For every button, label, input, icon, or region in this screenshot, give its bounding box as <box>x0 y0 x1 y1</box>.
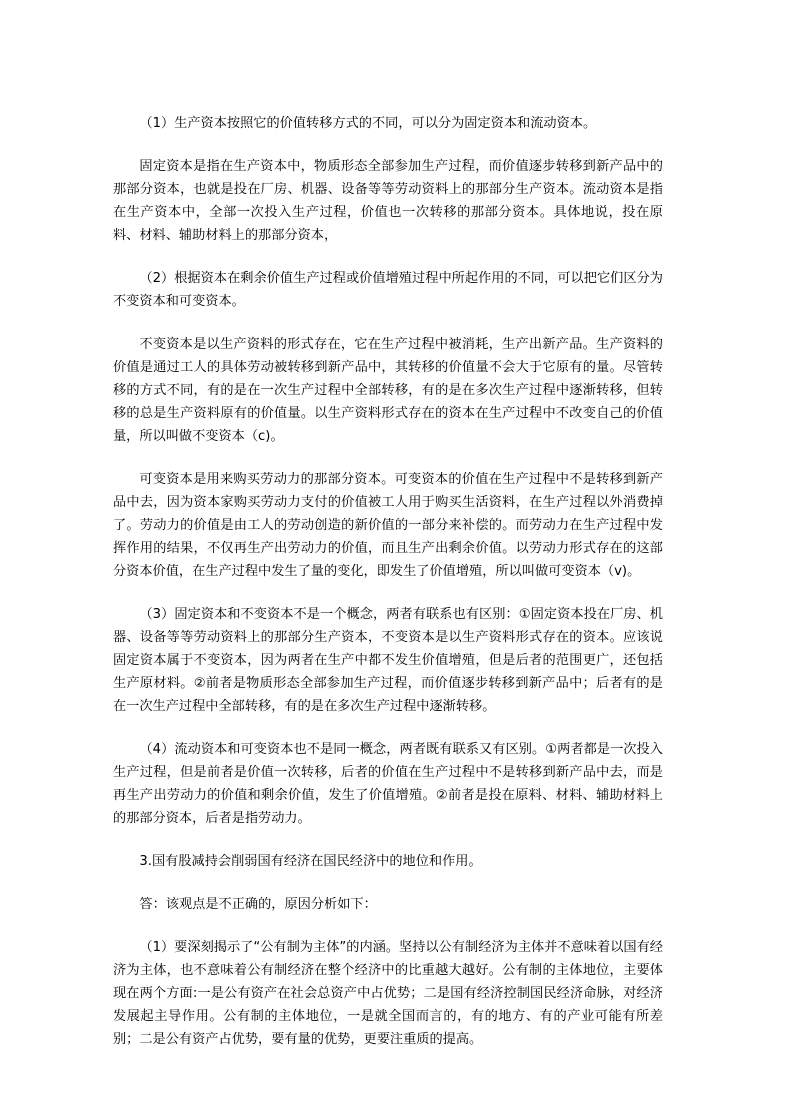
paragraph-fixed-vs-constant-comparison: （3）固定资本和不变资本不是一个概念，两者有联系也有区别：①固定资本投在厂房、机器、设备等等劳动资料上的那部分生产资本，不变资本是以生产资料形式存在的资本。应该说固定资本属于不变资本，因为两者在生产中都不发生价值增殖，但是后者的范围更广，还包括生产原材料。②前者是物质形态全部参加生产过程，而价值逐步转移到新产品中；后者有的是在一次生产过程中全部转移，有的是在多次生产过程中逐渐转移。 <box>113 607 663 714</box>
paragraph-question-3: 3.国有股减持会削弱国有经济在国民经济中的地位和作用。 <box>139 854 482 869</box>
paragraph-fixed-vs-circulating-heading: （1）生产资本按照它的价值转移方式的不同，可以分为固定资本和流动资本。 <box>139 116 597 131</box>
paragraph-circulating-vs-variable-comparison: （4）流动资本和可变资本也不是同一概念，两者既有联系又有区别。①两者都是一次投入生产过程，但是前者是价值一次转移，后者的价值在生产过程中不是转移到新产品中去，而是再生产出劳动力的价值和剩余价值，发生了价值增殖。②前者是投在原料、材料、辅助材料上的那部分资本，后者是指劳动力。 <box>113 742 663 826</box>
paragraph-fixed-capital-definition: 固定资本是指在生产资本中，物质形态全部参加生产过程，而价值逐步转移到新产品中的那部分资本，也就是投在厂房、机器、设备等等劳动资料上的那部分生产资本。流动资本是指在生产资本中，全部一次投入生产过程，价值也一次转移的那部分资本。具体地说，投在原料、材料、辅助材料上的那部分资本， <box>113 159 663 243</box>
paragraph-answer-intro: 答：该观点是不正确的，原因分析如下： <box>139 897 377 912</box>
paragraph-variable-capital-definition: 可变资本是用来购买劳动力的那部分资本。可变资本的价值在生产过程中不是转移到新产品中去，因为资本家购买劳动力支付的价值被工人用于购买生活资料，在生产过程以外消费掉了。劳动力的价值是由工人的劳动创造的新价值的一部分来补偿的。而劳动力在生产过程中发挥作用的结果，不仅再生产出劳动力的价值，而且生产出剩余价值。以劳动力形式存在的这部分资本价值，在生产过程中发生了量的变化，即发生了价值增殖，所以叫做可变资本（v)。 <box>113 472 663 579</box>
paragraph-constant-vs-variable-heading: （2）根据资本在剩余价值生产过程或价值增殖过程中所起作用的不同，可以把它们区分为不变资本和可变资本。 <box>113 271 663 309</box>
document-page <box>113 112 663 1051</box>
paragraph-constant-capital-definition: 不变资本是以生产资料的形式存在，它在生产过程中被消耗，生产出新产品。生产资料的价值是通过工人的具体劳动被转移到新产品中，其转移的价值量不会大于它原有的量。尽管转移的方式不同，有的是在一次生产过程中全部转移，有的是在多次生产过程中逐渐转移，但转移的总是生产资料原有的价值量。以生产资料形式存在的资本在生产过程中不改变自己的价值量，所以叫做不变资本（c)。 <box>113 337 663 444</box>
paragraph-public-ownership-analysis: （1）要深刻揭示了“公有制为主体”的内涵。坚持以公有制经济为主体并不意味着以国有经济为主体，也不意味着公有制经济在整个经济中的比重越大越好。公有制的主体地位，主要体现在两个方面:一是公有资产在社会总资产中占优势；二是国有经济控制国民经济命脉，对经济发展起主导作用。公有制的主体地位，一是就全国而言的，有的地方、有的产业可能有所差别；二是公有资产占优势，要有量的优势，更要注重质的提高。 <box>113 940 663 1047</box>
